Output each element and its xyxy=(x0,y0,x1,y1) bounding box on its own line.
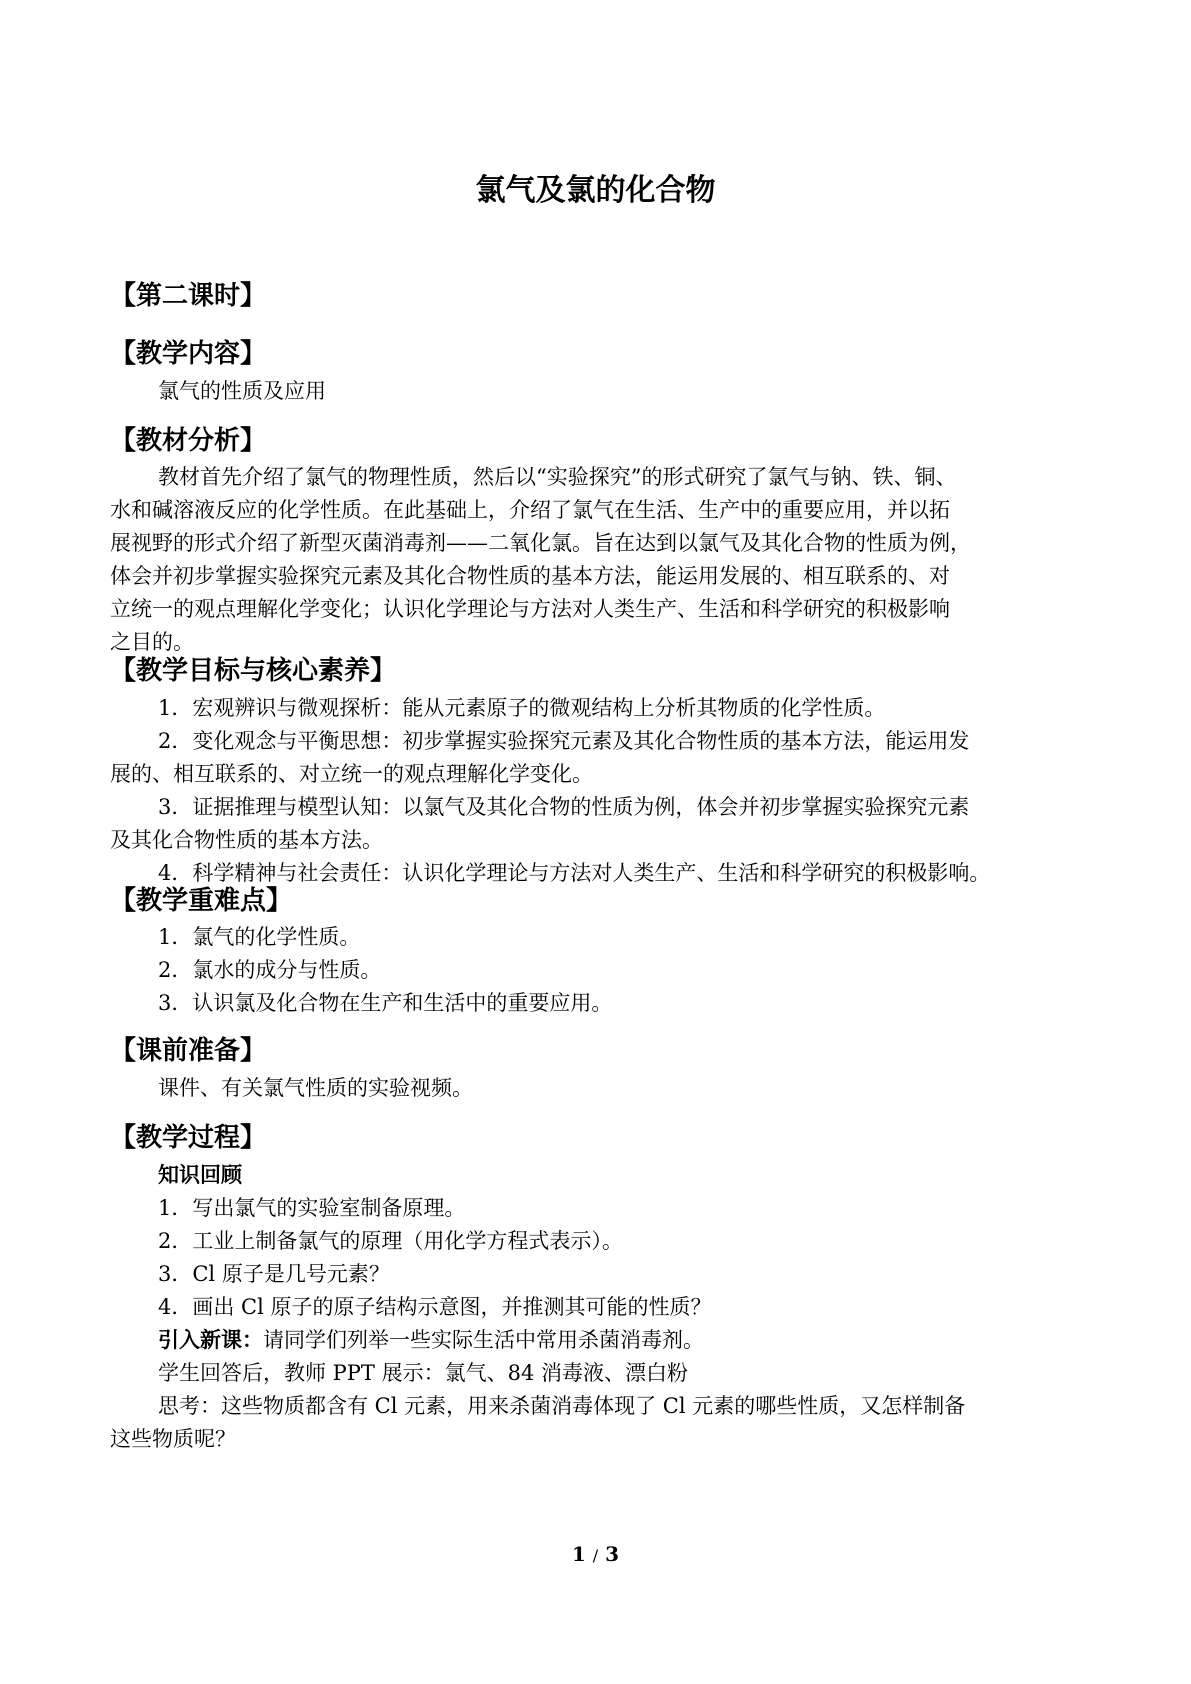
review-item: 3．Cl 原子是几号元素？ xyxy=(158,1262,390,1286)
think-line: 这些物质呢？ xyxy=(110,1427,236,1451)
page-current: 1 xyxy=(571,1542,586,1566)
heading-keypoints: 【教学重难点】 xyxy=(110,886,293,916)
answer-line: 学生回答后，教师 PPT 展示：氯气、84 消毒液、漂白粉 xyxy=(158,1361,689,1385)
document-title: 氯气及氯的化合物 xyxy=(475,173,716,208)
analysis-line: 教材首先介绍了氯气的物理性质，然后以“实验探究”的形式研究了氯气与钠、铁、铜、 xyxy=(158,465,957,489)
goal-line: 3．证据推理与模型认知：以氯气及其化合物的性质为例，体会并初步掌握实验探究元素 xyxy=(158,795,970,819)
intro-label: 引入新课： xyxy=(158,1328,263,1352)
page-separator: / xyxy=(592,1546,599,1565)
analysis-line: 展视野的形式介绍了新型灭菌消毒剂——二氧化氯。旨在达到以氯气及其化合物的性质为例， xyxy=(110,531,971,555)
think-line: 思考：这些物质都含有 Cl 元素，用来杀菌消毒体现了 Cl 元素的哪些性质，又怎样制备 xyxy=(158,1394,966,1418)
keypoint-item: 2．氯水的成分与性质。 xyxy=(158,958,382,982)
intro-text: 请同学们列举一些实际生活中常用杀菌消毒剂。 xyxy=(263,1328,704,1352)
keypoint-item: 3．认识氯及化合物在生产和生活中的重要应用。 xyxy=(158,991,613,1015)
review-item: 1．写出氯气的实验室制备原理。 xyxy=(158,1196,466,1220)
goal-line: 及其化合物性质的基本方法。 xyxy=(110,828,383,852)
heading-goals: 【教学目标与核心素养】 xyxy=(110,656,397,686)
review-item: 4．画出 Cl 原子的原子结构示意图，并推测其可能的性质？ xyxy=(158,1295,712,1319)
heading-prep: 【课前准备】 xyxy=(110,1036,267,1066)
review-label: 知识回顾 xyxy=(158,1163,242,1187)
page-number xyxy=(0,1542,1191,1566)
analysis-line: 体会并初步掌握实验探究元素及其化合物性质的基本方法，能运用发展的、相互联系的、对 xyxy=(110,564,950,588)
content-text: 氯气的性质及应用 xyxy=(158,379,326,403)
goal-line: 4．科学精神与社会责任：认识化学理论与方法对人类生产、生活和科学研究的积极影响。 xyxy=(158,861,991,885)
analysis-line: 立统一的观点理解化学变化；认识化学理论与方法对人类生产、生活和科学研究的积极影响 xyxy=(110,597,950,621)
review-item: 2．工业上制备氯气的原理（用化学方程式表示）。 xyxy=(158,1229,623,1253)
keypoint-item: 1．氯气的化学性质。 xyxy=(158,925,361,949)
analysis-line: 之目的。 xyxy=(110,630,194,654)
prep-text: 课件、有关氯气性质的实验视频。 xyxy=(158,1076,473,1100)
heading-content: 【教学内容】 xyxy=(110,339,267,369)
goal-line: 1．宏观辨识与微观探析：能从元素原子的微观结构上分析其物质的化学性质。 xyxy=(158,696,886,720)
heading-process: 【教学过程】 xyxy=(110,1123,267,1153)
goal-line: 展的、相互联系的、对立统一的观点理解化学变化。 xyxy=(110,762,593,786)
page-total: 3 xyxy=(605,1542,620,1566)
goal-line: 2．变化观念与平衡思想：初步掌握实验探究元素及其化合物性质的基本方法，能运用发 xyxy=(158,729,970,753)
heading-lesson: 【第二课时】 xyxy=(110,281,267,311)
intro-line xyxy=(158,1324,704,1357)
analysis-line: 水和碱溶液反应的化学性质。在此基础上，介绍了氯气在生活、生产中的重要应用，并以拓 xyxy=(110,498,950,522)
heading-analysis: 【教材分析】 xyxy=(110,426,267,456)
